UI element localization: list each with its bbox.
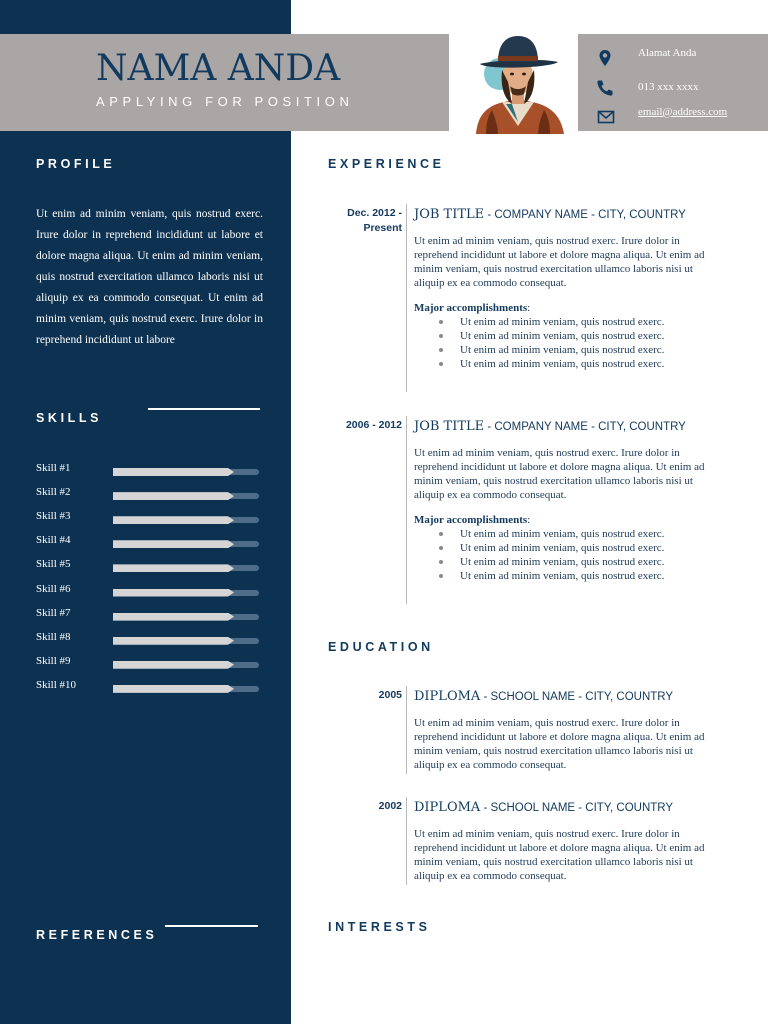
- skill-row: [36, 558, 264, 574]
- skill-label: Skill #1: [36, 462, 71, 474]
- list-item: Ut enim ad minim veniam, quis nostrud exerc.: [414, 343, 724, 357]
- accomplishments-list: [414, 315, 724, 371]
- skill-bar-fill: [113, 613, 234, 621]
- skill-bar-fill: [113, 468, 234, 476]
- entry-body: [414, 418, 724, 583]
- school-name: - SCHOOL NAME - CITY, COUNTRY: [480, 802, 674, 814]
- entry-description: Ut enim ad minim veniam, quis nostrud exerc. Irure dolor in reprehend incididunt ut labore et dolore magna aliqua. Ut enim ad minim veniam, quis nostrud exercitation ullamco laboris nisi ut aliquip ex ea commodo consequat.: [414, 828, 705, 882]
- skill-label: Skill #4: [36, 534, 71, 547]
- profile-photo: [462, 30, 574, 134]
- accomplishments-label: Major accomplishments: [414, 514, 528, 526]
- list-item: Ut enim ad minim veniam, quis nostrud exerc.: [414, 357, 724, 371]
- skill-label: Skill #9: [36, 654, 71, 667]
- entry-divider: [406, 686, 407, 774]
- company-name: - COMPANY NAME - CITY, COUNTRY: [484, 421, 686, 433]
- skill-label: Skill #6: [36, 582, 71, 595]
- skill-bar-fill: [113, 540, 234, 548]
- position-subtitle: APPLYING FOR POSITION: [96, 94, 354, 109]
- skills-divider: [148, 408, 260, 410]
- envelope-icon: [597, 108, 615, 126]
- skill-label: Skill #10: [36, 678, 77, 691]
- entry-description: Ut enim ad minim veniam, quis nostrud exerc. Irure dolor in reprehend incididunt ut labore et dolore magna aliqua. Ut enim ad minim veniam, quis nostrud exercitation ullamco laboris nisi ut aliquip ex ea commodo consequat.: [414, 447, 705, 501]
- skill-row: [36, 534, 264, 550]
- list-item: Ut enim ad minim veniam, quis nostrud exerc.: [414, 329, 724, 343]
- skill-bar-fill: [113, 685, 234, 693]
- company-name: - COMPANY NAME - CITY, COUNTRY: [484, 209, 686, 221]
- entry-title: [414, 688, 724, 704]
- interests-heading: INTERESTS: [328, 920, 431, 934]
- contact-address: Alamat Anda: [638, 47, 697, 59]
- skill-row: [36, 655, 264, 671]
- profile-heading: PROFILE: [36, 157, 116, 171]
- skill-row: [36, 462, 264, 478]
- references-heading: REFERENCES: [36, 928, 158, 942]
- skill-label: Skill #3: [36, 510, 71, 523]
- skill-bar-fill: [113, 492, 234, 500]
- entry-title: [414, 799, 724, 815]
- skill-label: Skill #5: [36, 558, 71, 571]
- job-title: JOB TITLE: [414, 419, 485, 434]
- diploma-title: DIPLOMA: [414, 689, 481, 704]
- entry-description: Ut enim ad minim veniam, quis nostrud exerc. Irure dolor in reprehend incididunt ut labore et dolore magna aliqua. Ut enim ad minim veniam, quis nostrud exercitation ullamco laboris nisi ut aliquip ex ea commodo consequat.: [414, 235, 705, 289]
- education-heading: EDUCATION: [328, 640, 434, 654]
- skill-row: [36, 631, 264, 647]
- diploma-title: DIPLOMA: [414, 800, 481, 815]
- entry-date: 2005: [378, 689, 402, 701]
- entry-date: 2006 - 2012: [345, 419, 402, 431]
- skill-bar-fill: [113, 637, 234, 645]
- skill-label: Skill #7: [36, 606, 71, 619]
- list-item: Ut enim ad minim veniam, quis nostrud exerc.: [414, 527, 724, 541]
- skill-bar-fill: [113, 564, 234, 572]
- references-divider: [165, 925, 258, 927]
- entry-divider: [406, 797, 407, 885]
- entry-body: [414, 206, 724, 371]
- list-item: Ut enim ad minim veniam, quis nostrud exerc.: [414, 541, 724, 555]
- name-title: NAMA ANDA: [96, 48, 341, 89]
- job-title: JOB TITLE: [414, 207, 485, 222]
- accomplishments-list: [414, 527, 724, 583]
- contact-email-link[interactable]: email@address.com: [638, 106, 728, 118]
- skill-bar-fill: [113, 589, 234, 597]
- entry-title: [414, 418, 724, 434]
- entry-date: Dec. 2012 - Present: [347, 207, 402, 234]
- skill-row: [36, 679, 264, 695]
- school-name: - SCHOOL NAME - CITY, COUNTRY: [480, 691, 674, 703]
- entry-date: 2002: [378, 800, 402, 812]
- skill-bar-fill: [113, 661, 234, 669]
- skill-row: [36, 510, 264, 526]
- skill-row: [36, 486, 264, 502]
- map-pin-icon: [596, 49, 614, 67]
- list-item: Ut enim ad minim veniam, quis nostrud exerc.: [414, 569, 724, 583]
- entry-description: Ut enim ad minim veniam, quis nostrud exerc. Irure dolor in reprehend incididunt ut labore et dolore magna aliqua. Ut enim ad minim veniam, quis nostrud exercitation ullamco laboris nisi ut aliquip ex ea commodo consequat.: [414, 717, 705, 771]
- experience-heading: EXPERIENCE: [328, 157, 445, 171]
- skill-row: [36, 583, 264, 599]
- skill-label: Skill #2: [36, 486, 71, 499]
- entry-body: [414, 799, 724, 883]
- skill-row: [36, 607, 264, 623]
- list-item: Ut enim ad minim veniam, quis nostrud exerc.: [414, 315, 724, 329]
- accomplishments-title: Major accomplishments:: [414, 302, 531, 314]
- profile-text: Ut enim ad minim veniam, quis nostrud exerc. Irure dolor in reprehend incididunt ut labore et dolore magna aliqua. Ut enim ad minim veniam, quis nostrud exercitation ullamco laboris nisi ut aliquip ex ea commodo consequat. Ut enim ad minim veniam, quis nostrud exerc. Irure dolor in reprehend incididunt ut labore: [36, 208, 263, 346]
- entry-body: [414, 688, 724, 772]
- entry-title: [414, 206, 724, 222]
- entry-divider: [406, 416, 407, 604]
- skills-heading: SKILLS: [36, 411, 103, 425]
- contact-phone: 013 xxx xxxx: [638, 81, 699, 93]
- skill-bar-fill: [113, 516, 234, 524]
- skill-label: Skill #8: [36, 630, 71, 643]
- phone-icon: [596, 79, 614, 97]
- list-item: Ut enim ad minim veniam, quis nostrud exerc.: [414, 555, 724, 569]
- entry-divider: [406, 204, 407, 392]
- accomplishments-title: Major accomplishments:: [414, 514, 531, 526]
- accomplishments-label: Major accomplishments: [414, 302, 528, 314]
